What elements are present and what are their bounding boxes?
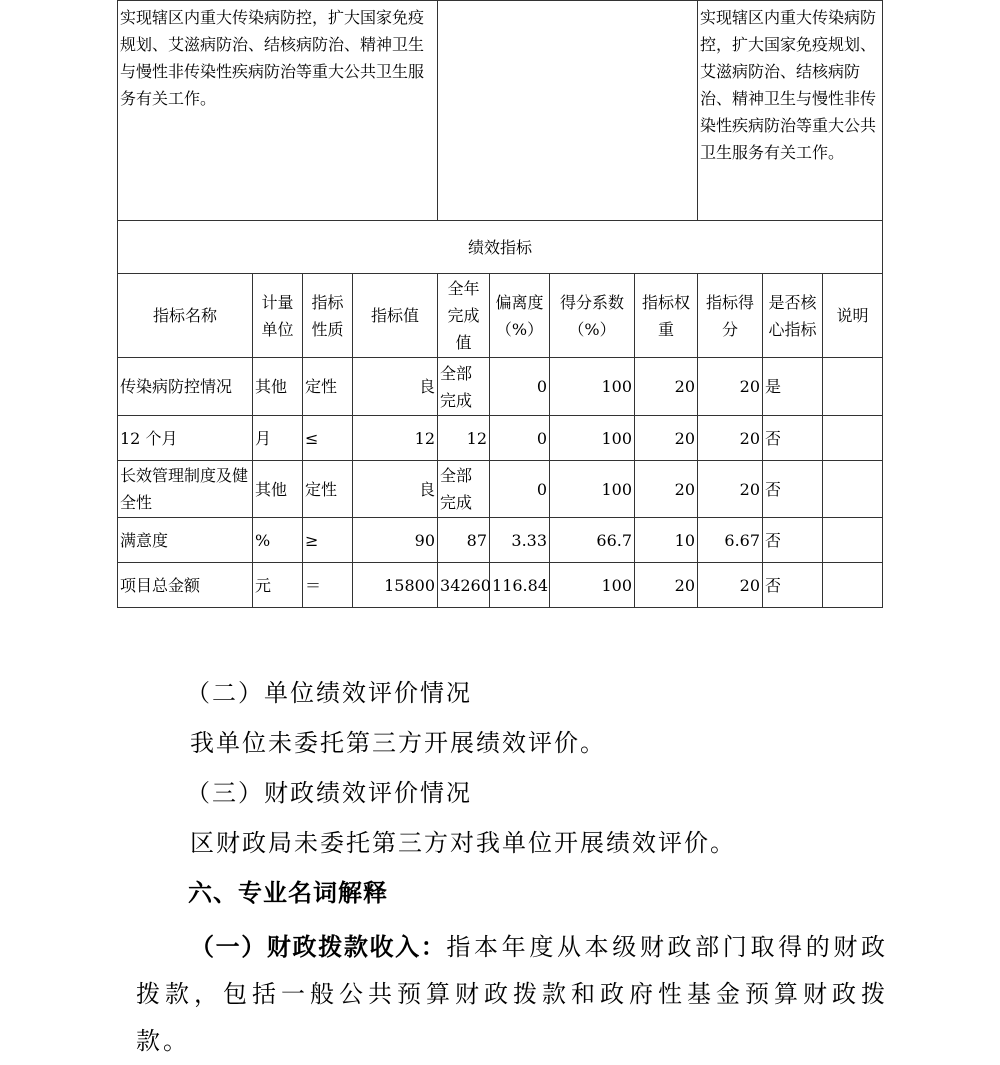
cell-deviation: 0	[490, 358, 550, 416]
paragraph-finance-evaluation: 区财政局未委托第三方对我单位开展绩效评价。	[190, 829, 736, 857]
cell-actual: 87	[438, 518, 490, 563]
cell-name: 传染病防控情况	[118, 358, 253, 416]
cell-core: 是	[763, 358, 823, 416]
cell-actual: 34260	[438, 563, 490, 608]
cell-weight: 20	[635, 358, 698, 416]
header-value: 指标值	[353, 274, 438, 358]
cell-value: 良	[353, 358, 438, 416]
cell-score: 20	[698, 416, 763, 461]
header-note: 说明	[823, 274, 883, 358]
header-unit: 计量单位	[253, 274, 303, 358]
cell-note	[823, 358, 883, 416]
cell-value: 90	[353, 518, 438, 563]
cell-nature: 定性	[303, 461, 353, 518]
cell-name: 满意度	[118, 518, 253, 563]
cell-note	[823, 518, 883, 563]
paragraph-unit-evaluation: 我单位未委托第三方开展绩效评价。	[190, 729, 606, 757]
objective-middle-cell	[438, 1, 698, 221]
cell-weight: 20	[635, 416, 698, 461]
cell-unit: 月	[253, 416, 303, 461]
header-core: 是否核心指标	[763, 274, 823, 358]
cell-core: 否	[763, 563, 823, 608]
heading-finance-evaluation: （三）财政绩效评价情况	[186, 779, 472, 807]
cell-nature: ≥	[303, 518, 353, 563]
cell-actual: 12	[438, 416, 490, 461]
definition-text: 指本年度从本级财政部门取得的财政拨款，包括一般公共预算财政拨款和政府性基金预算财政拨款。	[136, 933, 889, 1055]
cell-weight: 20	[635, 563, 698, 608]
cell-nature: 定性	[303, 358, 353, 416]
cell-note	[823, 416, 883, 461]
heading-terminology: 六、专业名词解释	[188, 879, 388, 907]
cell-score: 6.67	[698, 518, 763, 563]
objective-right-cell: 实现辖区内重大传染病防控，扩大国家免疫规划、艾滋病防治、结核病防治、精神卫生与慢性非传染性疾病防治等重大公共卫生服务有关工作。	[698, 1, 883, 221]
header-coef: 得分系数（%）	[550, 274, 635, 358]
performance-table	[117, 0, 883, 608]
section-title-row	[118, 221, 883, 274]
cell-note	[823, 563, 883, 608]
table-row	[118, 461, 883, 518]
objective-left-cell: 实现辖区内重大传染病防控，扩大国家免疫规划、艾滋病防治、结核病防治、精神卫生与慢性非传染性疾病防治等重大公共卫生服务有关工作。	[118, 1, 438, 221]
header-row	[118, 274, 883, 358]
definition-paragraph	[136, 924, 888, 1065]
header-name: 指标名称	[118, 274, 253, 358]
cell-deviation: 3.33	[490, 518, 550, 563]
cell-name: 项目总金额	[118, 563, 253, 608]
cell-deviation: 0	[490, 461, 550, 518]
cell-unit: 元	[253, 563, 303, 608]
cell-deviation: 116.84	[490, 563, 550, 608]
objective-row	[118, 1, 883, 221]
cell-core: 否	[763, 416, 823, 461]
table-row	[118, 518, 883, 563]
cell-deviation: 0	[490, 416, 550, 461]
cell-coef: 66.7	[550, 518, 635, 563]
header-deviation: 偏离度（%）	[490, 274, 550, 358]
cell-unit: %	[253, 518, 303, 563]
table-row	[118, 563, 883, 608]
table-row	[118, 358, 883, 416]
cell-name: 12 个月	[118, 416, 253, 461]
cell-value: 15800	[353, 563, 438, 608]
cell-unit: 其他	[253, 358, 303, 416]
header-actual: 全年完成值	[438, 274, 490, 358]
cell-core: 否	[763, 518, 823, 563]
cell-score: 20	[698, 358, 763, 416]
header-score: 指标得分	[698, 274, 763, 358]
cell-score: 20	[698, 563, 763, 608]
heading-unit-evaluation: （二）单位绩效评价情况	[186, 679, 472, 707]
cell-unit: 其他	[253, 461, 303, 518]
cell-name: 长效管理制度及健全性	[118, 461, 253, 518]
cell-score: 20	[698, 461, 763, 518]
cell-value: 12	[353, 416, 438, 461]
cell-coef: 100	[550, 461, 635, 518]
cell-coef: 100	[550, 358, 635, 416]
cell-nature: ≤	[303, 416, 353, 461]
cell-core: 否	[763, 461, 823, 518]
definition-term: （一）财政拨款收入：	[190, 933, 447, 961]
header-nature: 指标性质	[303, 274, 353, 358]
cell-actual: 全部完成	[438, 358, 490, 416]
cell-coef: 100	[550, 416, 635, 461]
cell-actual: 全部完成	[438, 461, 490, 518]
cell-weight: 10	[635, 518, 698, 563]
cell-value: 良	[353, 461, 438, 518]
cell-coef: 100	[550, 563, 635, 608]
section-title: 绩效指标	[118, 221, 883, 274]
cell-note	[823, 461, 883, 518]
header-weight: 指标权重	[635, 274, 698, 358]
table-row	[118, 416, 883, 461]
cell-nature: ＝	[303, 563, 353, 608]
cell-weight: 20	[635, 461, 698, 518]
